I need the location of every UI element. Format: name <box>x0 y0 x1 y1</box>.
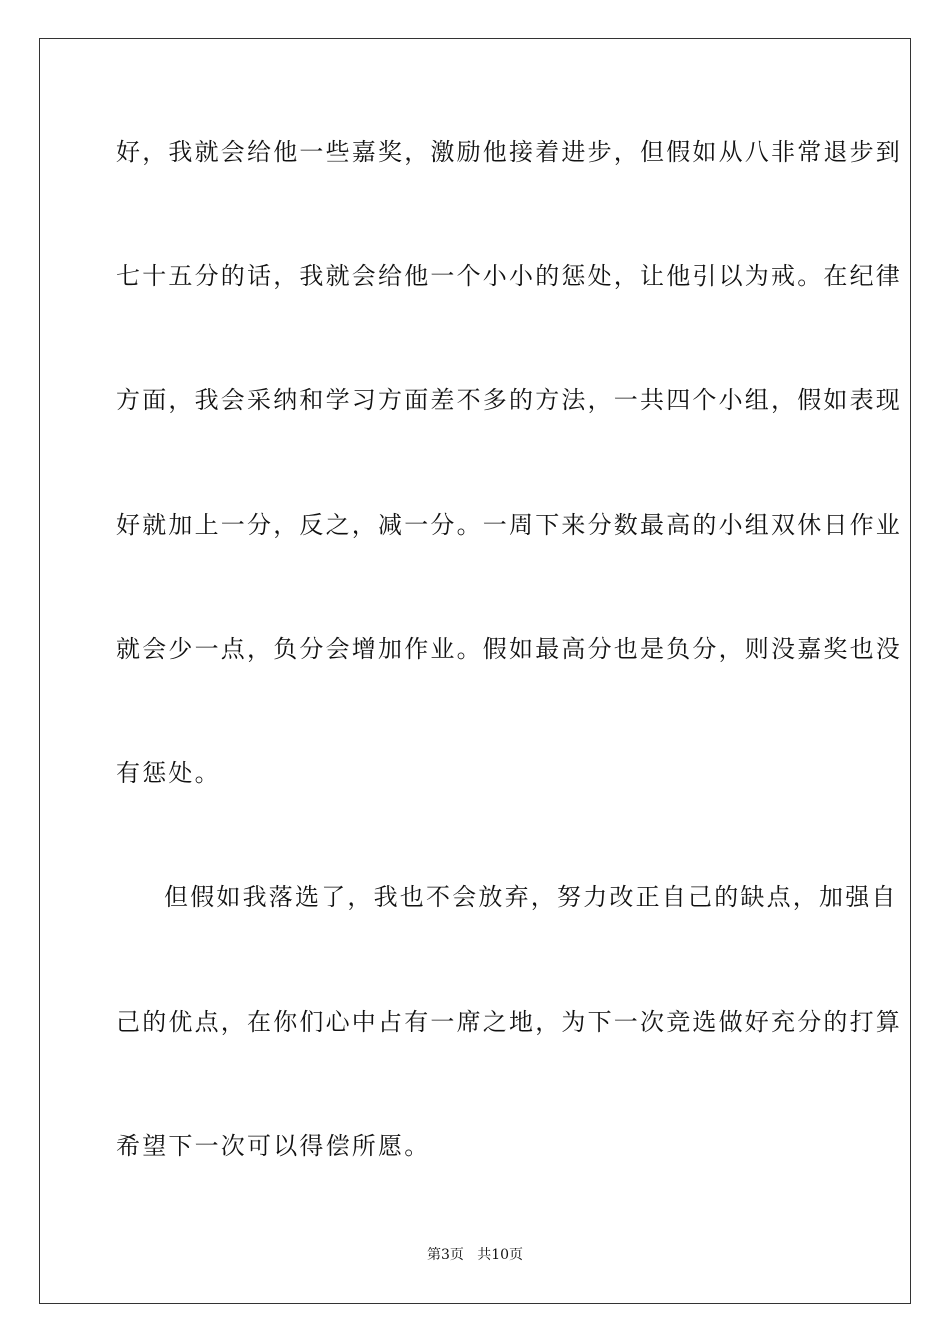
paragraph-line-6: 有惩处。 <box>116 759 221 787</box>
paragraph-line-3: 方面，我会采纳和学习方面差不多的方法，一共四个小组，假如表现 <box>116 386 902 414</box>
page-number-footer: 第3页 共10页 <box>426 1247 524 1263</box>
paragraph-line-8: 己的优点，在你们心中占有一席之地，为下一次竞选做好充分的打算 <box>116 1008 902 1036</box>
paragraph-line-4: 好就加上一分，反之，减一分。一周下来分数最高的小组双休日作业 <box>116 511 902 539</box>
page-frame <box>39 38 911 1304</box>
paragraph-line-7: 但假如我落选了，我也不会放弃，努力改正自己的缺点，加强自 <box>164 883 898 911</box>
paragraph-line-1: 好，我就会给他一些嘉奖，激励他接着进步，但假如从八非常退步到 <box>116 138 902 166</box>
paragraph-line-2: 七十五分的话，我就会给他一个小小的惩处，让他引以为戒。在纪律 <box>116 262 902 290</box>
paragraph-line-9: 希望下一次可以得偿所愿。 <box>116 1132 431 1160</box>
paragraph-line-5: 就会少一点，负分会增加作业。假如最高分也是负分，则没嘉奖也没 <box>116 635 902 663</box>
